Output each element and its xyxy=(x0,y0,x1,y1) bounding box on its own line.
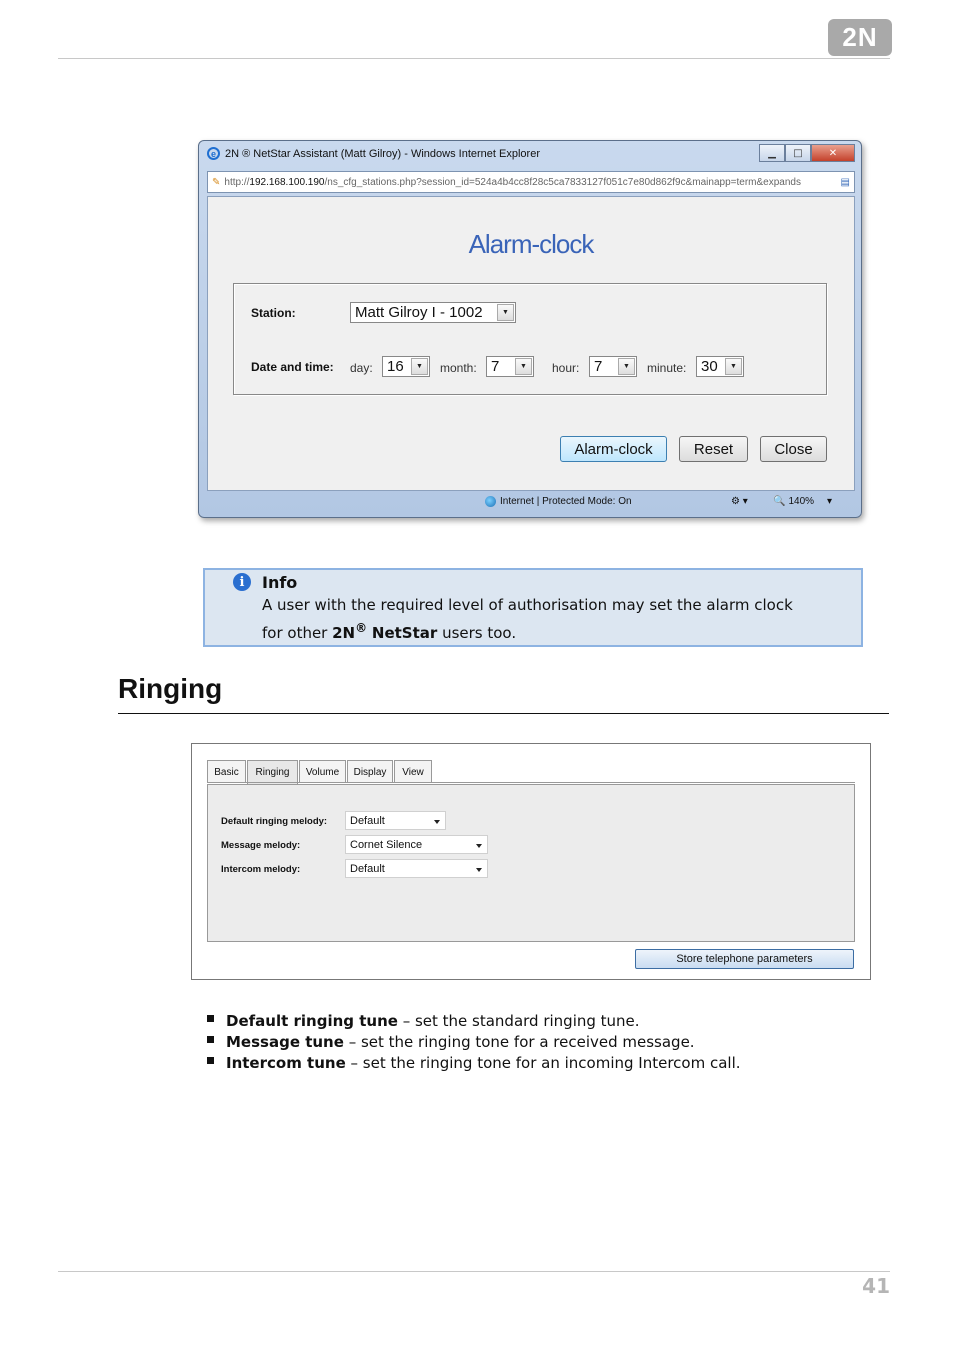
header-divider xyxy=(58,58,890,59)
chevron-down-icon: ▼ xyxy=(497,304,514,321)
maximize-icon[interactable]: □ xyxy=(785,144,811,162)
message-melody-value: Cornet Silence xyxy=(350,838,423,851)
alarm-clock-button[interactable]: Alarm-clock xyxy=(560,436,667,462)
bullet-list xyxy=(207,1010,741,1073)
message-melody-select[interactable] xyxy=(345,835,488,854)
hour-label: hour: xyxy=(552,361,580,375)
status-zone-text: Internet | Protected Mode: On xyxy=(500,495,632,507)
tab-view[interactable]: View xyxy=(394,760,432,783)
info-text xyxy=(262,594,852,645)
month-label: month: xyxy=(440,361,477,375)
default-melody-select[interactable] xyxy=(345,811,446,830)
chevron-down-icon xyxy=(476,868,482,872)
reset-button[interactable]: Reset xyxy=(679,436,748,462)
heading-underline xyxy=(118,713,889,714)
info-title: Info xyxy=(262,573,298,592)
bullet-desc: – set the ringing tone for an incoming Intercom call. xyxy=(345,1053,741,1072)
alarm-form-box xyxy=(233,283,827,395)
month-select[interactable] xyxy=(486,356,534,377)
tab-divider xyxy=(207,782,855,783)
hour-select[interactable] xyxy=(589,356,637,377)
bullet-desc: – set the standard ringing tune. xyxy=(397,1011,640,1030)
info-line-1: A user with the required level of authorisation may set the alarm clock xyxy=(262,596,793,614)
page-number: 41 xyxy=(862,1274,890,1298)
bullet-term: Intercom tune xyxy=(226,1053,346,1072)
bullet-icon xyxy=(207,1036,214,1043)
bullet-icon xyxy=(207,1057,214,1064)
window-title: 2N ® NetStar Assistant (Matt Gilroy) - Windows Internet Explorer xyxy=(225,147,540,160)
section-heading: Ringing xyxy=(118,673,223,704)
ie-window xyxy=(198,140,862,518)
default-melody-label: Default ringing melody: xyxy=(221,816,328,827)
close-window-icon[interactable]: ✕ xyxy=(811,144,855,162)
minute-select-value: 30 xyxy=(701,358,718,375)
compatibility-icon[interactable]: ▤ xyxy=(840,176,850,188)
info-product: NetStar xyxy=(371,624,438,642)
bullet-term: Message tune xyxy=(226,1032,344,1051)
minute-label: minute: xyxy=(647,361,687,375)
chevron-down-icon: ▼ xyxy=(515,358,532,375)
info-reg-mark: ® xyxy=(355,621,368,635)
ie-logo-icon: e xyxy=(207,147,220,160)
status-bar xyxy=(207,491,853,511)
window-controls xyxy=(759,144,855,162)
window-titlebar xyxy=(207,147,540,160)
minute-select[interactable] xyxy=(696,356,744,377)
globe-icon xyxy=(485,496,496,507)
chevron-down-icon: ▾ xyxy=(827,495,833,507)
page-lock-icon: ✎ xyxy=(212,176,221,188)
minimize-icon[interactable]: ▁ xyxy=(759,144,785,162)
dialog-content xyxy=(207,196,855,491)
intercom-melody-label: Intercom melody: xyxy=(221,864,301,875)
ringing-form xyxy=(207,784,855,942)
protected-mode-icon[interactable]: ⚙ ▾ xyxy=(731,495,748,507)
default-melody-value: Default xyxy=(350,814,385,827)
day-select[interactable] xyxy=(382,356,430,377)
tab-basic[interactable]: Basic xyxy=(207,760,246,783)
footer-divider xyxy=(58,1271,890,1272)
station-label: Station: xyxy=(251,306,296,320)
store-parameters-button[interactable]: Store telephone parameters xyxy=(635,949,854,969)
dialog-title: Alarm-clock xyxy=(468,229,594,259)
address-bar[interactable] xyxy=(207,171,855,193)
tab-display[interactable]: Display xyxy=(347,760,393,783)
brand-logo: 2N xyxy=(828,19,892,56)
intercom-melody-value: Default xyxy=(350,862,385,875)
chevron-down-icon xyxy=(434,820,440,824)
chevron-down-icon: ▼ xyxy=(618,358,635,375)
chevron-down-icon xyxy=(476,844,482,848)
intercom-melody-select[interactable] xyxy=(345,859,488,878)
ringing-settings-panel xyxy=(191,743,871,980)
datetime-label: Date and time: xyxy=(251,360,334,374)
list-item xyxy=(207,1052,741,1073)
chevron-down-icon: ▼ xyxy=(725,358,742,375)
list-item xyxy=(207,1010,741,1031)
tab-ringing[interactable]: Ringing xyxy=(247,760,298,784)
month-select-value: 7 xyxy=(491,358,500,375)
address-url: http://192.168.100.190/ns_cfg_stations.php?session_id=524a4b4cc8f28c5ca7833127f051c7e80d862f9c&mainapp=term&expands xyxy=(224,176,801,188)
tab-volume[interactable]: Volume xyxy=(299,760,346,783)
day-label: day: xyxy=(350,361,373,375)
zoom-level: 140% xyxy=(788,495,815,507)
status-zone xyxy=(485,496,632,507)
station-select-value: Matt Gilroy I - 1002 xyxy=(355,304,483,321)
info-brand: 2N xyxy=(332,624,356,642)
info-icon: i xyxy=(233,573,251,591)
zoom-icon: 🔍 xyxy=(773,495,786,507)
chevron-down-icon: ▼ xyxy=(411,358,428,375)
zoom-control[interactable] xyxy=(773,496,832,507)
day-select-value: 16 xyxy=(387,358,404,375)
bullet-icon xyxy=(207,1015,214,1022)
list-item xyxy=(207,1031,741,1052)
hour-select-value: 7 xyxy=(594,358,603,375)
info-line-2-post: users too. xyxy=(437,624,517,642)
bullet-term: Default ringing tune xyxy=(226,1011,398,1030)
info-box xyxy=(203,568,863,647)
info-line-2-pre: for other xyxy=(262,624,333,642)
bullet-desc: – set the ringing tone for a received message. xyxy=(343,1032,695,1051)
close-button[interactable]: Close xyxy=(760,436,827,462)
station-select[interactable] xyxy=(350,302,516,323)
message-melody-label: Message melody: xyxy=(221,840,301,851)
